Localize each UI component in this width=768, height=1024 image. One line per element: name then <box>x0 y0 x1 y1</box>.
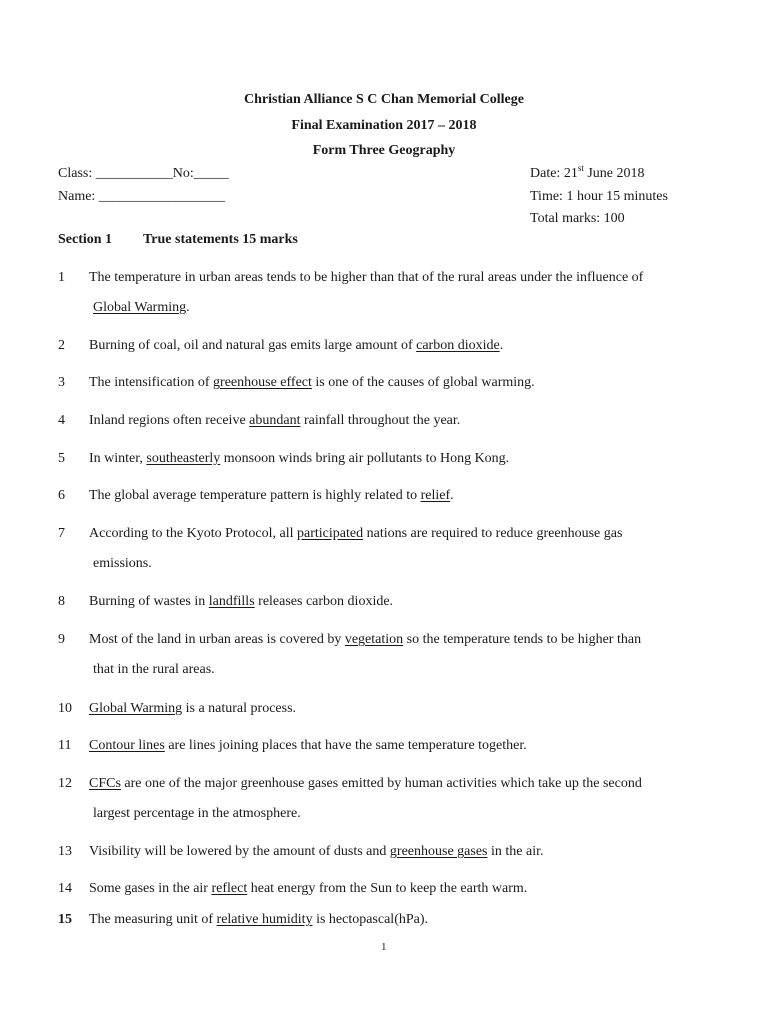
page-number: 1 <box>381 941 387 953</box>
question-text: The measuring unit of relative humidity is hectopascal(hPa). <box>89 912 429 927</box>
class-number-line: Class: ___________No:_____ <box>58 166 229 181</box>
question-number: 10 <box>58 701 72 716</box>
question-number: 7 <box>58 526 65 541</box>
question-text: Most of the land in urban areas is covered by vegetation so the temperature tends to be higher than <box>89 632 642 647</box>
date-suffix: June 2018 <box>583 166 645 181</box>
question-continuation: emissions. <box>93 556 152 571</box>
question-text: Burning of wastes in landfills releases carbon dioxide. <box>89 594 394 609</box>
key-term: carbon dioxide <box>416 338 500 353</box>
question-number: 9 <box>58 632 65 647</box>
question-text: According to the Kyoto Protocol, all participated nations are required to reduce greenhouse gas <box>89 526 623 541</box>
date-ordinal: st <box>577 163 584 173</box>
question-number: 12 <box>58 776 72 791</box>
exam-time: Time: 1 hour 15 minutes <box>530 189 668 204</box>
question-text: The temperature in urban areas tends to be higher than that of the rural areas under the influence of <box>89 270 644 285</box>
question-number: 11 <box>58 738 72 753</box>
total-marks: Total marks: 100 <box>530 211 625 226</box>
question-text: Visibility will be lowered by the amount of dusts and greenhouse gases in the air. <box>89 844 544 859</box>
key-term: abundant <box>249 413 301 428</box>
exam-date <box>530 163 645 182</box>
key-term: southeasterly <box>146 451 221 466</box>
question-continuation: largest percentage in the atmosphere. <box>93 806 301 821</box>
key-term: Contour lines <box>89 738 165 753</box>
question-number: 14 <box>58 881 72 896</box>
question-text: Burning of coal, oil and natural gas emits large amount of carbon dioxide. <box>89 338 504 353</box>
exam-title: Final Examination 2017 – 2018 <box>291 118 477 133</box>
question-text: Contour lines are lines joining places that have the same temperature together. <box>89 738 527 753</box>
question-number: 1 <box>58 270 65 285</box>
question-number: 6 <box>58 488 65 503</box>
key-term: greenhouse effect <box>213 375 312 390</box>
question-text: CFCs are one of the major greenhouse gases emitted by human activities which take up the second <box>89 776 642 791</box>
subject-title: Form Three Geography <box>312 143 456 158</box>
question-text: In winter, southeasterly monsoon winds bring air pollutants to Hong Kong. <box>89 451 510 466</box>
name-line: Name: __________________ <box>58 189 225 204</box>
date-prefix: Date: 21 <box>530 166 578 181</box>
section-title: True statements 15 marks <box>143 232 298 247</box>
question-number: 4 <box>58 413 65 428</box>
key-term: CFCs <box>89 776 121 791</box>
question-text: Some gases in the air reflect heat energy from the Sun to keep the earth warm. <box>89 881 528 896</box>
key-term: Global Warming <box>93 300 187 315</box>
key-term: reflect <box>211 881 248 896</box>
question-continuation: that in the rural areas. <box>93 662 215 677</box>
question-continuation: Global Warming. <box>93 300 190 315</box>
key-term: greenhouse gases <box>389 844 488 859</box>
key-term: Global Warming <box>89 701 183 716</box>
key-term: relief <box>420 488 451 503</box>
question-number: 8 <box>58 594 65 609</box>
key-term: vegetation <box>344 632 404 647</box>
key-term: participated <box>297 526 364 541</box>
school-name: Christian Alliance S C Chan Memorial College <box>244 92 524 107</box>
question-number: 13 <box>58 844 72 859</box>
key-term: relative humidity <box>216 912 313 927</box>
question-number: 2 <box>58 338 65 353</box>
question-number: 3 <box>58 375 65 390</box>
section-label: Section 1 <box>58 232 113 247</box>
question-number: 15 <box>58 912 72 927</box>
question-text: Inland regions often receive abundant rainfall throughout the year. <box>89 413 461 428</box>
question-text: Global Warming is a natural process. <box>89 701 297 716</box>
question-text: The intensification of greenhouse effect is one of the causes of global warming. <box>89 375 535 390</box>
question-text: The global average temperature pattern is highly related to relief. <box>89 488 454 503</box>
question-number: 5 <box>58 451 65 466</box>
key-term: landfills <box>208 594 255 609</box>
